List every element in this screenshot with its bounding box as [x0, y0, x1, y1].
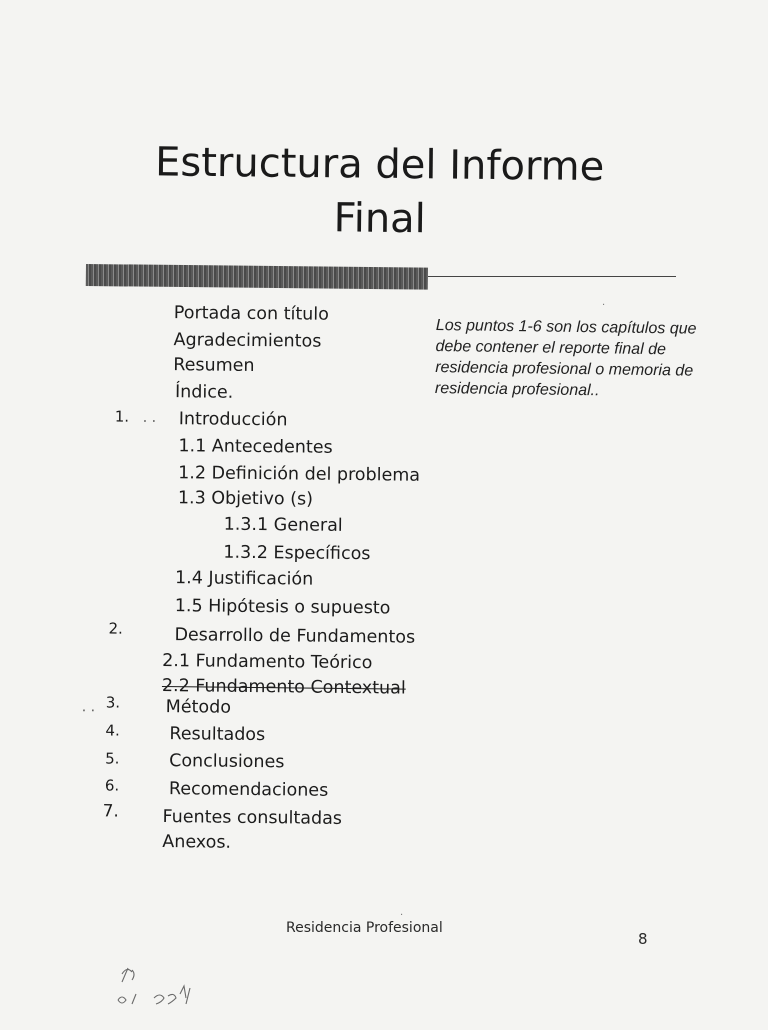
- scan-speck: . .: [142, 409, 157, 426]
- chapter-number: 4.: [105, 721, 120, 740]
- subsection-title: 1.3 Objetivo (s): [177, 488, 314, 510]
- subsection-title: 1.2 Definición del problema: [178, 463, 421, 486]
- subsection-title: 1.3.1 General: [223, 514, 343, 536]
- subsection-title: 1.1 Antecedentes: [178, 436, 333, 458]
- subsection-title: 2.2 Fundamento Contextual: [161, 676, 406, 699]
- subsection-title: 1.3.2 Específicos: [223, 542, 371, 565]
- scan-speck: . .: [81, 699, 96, 716]
- page-footer: Residencia Profesional: [286, 920, 443, 936]
- chapter-number: 3.: [105, 693, 121, 712]
- page-number: 8: [638, 930, 648, 948]
- subsection-title: 1.5 Hipótesis o supuesto: [174, 596, 391, 619]
- toc-front-matter-item: Resumen: [173, 355, 255, 376]
- subsection-title: 1.4 Justificación: [174, 568, 314, 590]
- chapter-number: 2.: [108, 619, 123, 638]
- document-title-line-2: Final: [333, 195, 427, 243]
- chapter-number: 1.: [114, 407, 130, 426]
- chapter-title: Conclusiones: [169, 751, 285, 773]
- side-note: Los puntos 1-6 son los capítulos que debe contener el reporte final de residencia profesional o memoria de residencia profesional..: [434, 316, 697, 400]
- chapter-title: Introducción: [178, 409, 288, 431]
- chapter-title: Recomendaciones: [168, 779, 329, 801]
- chapter-number: 6.: [104, 776, 120, 795]
- chapter-title: Fuentes consultadas: [162, 807, 343, 829]
- scan-speck: ·: [400, 910, 404, 921]
- handwritten-marks: [110, 960, 220, 1010]
- scan-speck: ·: [602, 300, 606, 311]
- toc-front-matter-item: Portada con título: [173, 303, 330, 325]
- toc-front-matter-item: Índice.: [174, 382, 234, 403]
- chapter-title: Resultados: [169, 724, 266, 746]
- toc-front-matter-item: Agradecimientos: [173, 330, 322, 352]
- document-title-line-1: Estructura del Informe: [154, 139, 605, 191]
- chapter-title: Desarrollo de Fundamentos: [174, 625, 416, 648]
- chapter-number: 7.: [102, 801, 119, 822]
- chapter-title: Método: [165, 697, 232, 718]
- subsection-title: 2.1 Fundamento Teórico: [162, 651, 373, 674]
- chapter-number: 5.: [105, 749, 120, 768]
- toc-back-matter-item: Anexos.: [162, 832, 232, 853]
